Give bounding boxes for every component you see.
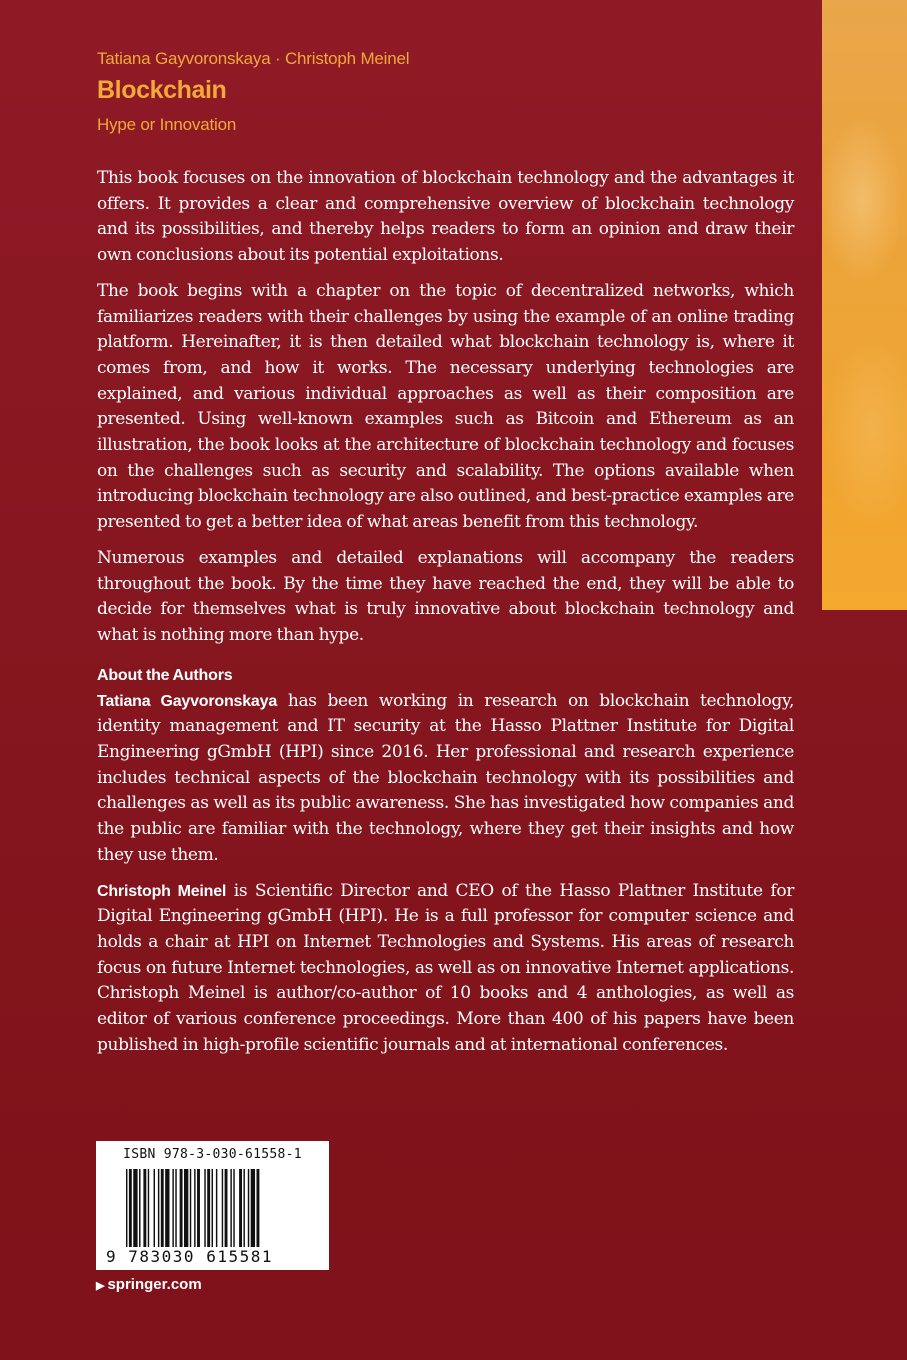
barcode-bar xyxy=(158,1169,159,1247)
barcode-bar xyxy=(143,1169,146,1247)
barcode-bar xyxy=(233,1169,234,1247)
about-authors-heading: About the Authors xyxy=(97,666,233,684)
barcode-bar xyxy=(216,1169,217,1247)
barcode-bar xyxy=(207,1169,210,1247)
barcode-bar xyxy=(133,1169,137,1247)
publisher-website-text: springer.com xyxy=(107,1276,202,1293)
barcode-bar xyxy=(251,1169,255,1247)
barcode-bar xyxy=(175,1169,176,1247)
blurb-paragraph: The book begins with a chapter on the topic of decentralized networks, which familiarizes readers with their challenges by using the example of an online trading platform. Hereinafter, it is then detailed what blockchain technology is, where it comes from, and how it works. The necessary underlying technologies are explained, and various individual approaches as well as their composition are presented. Using well-known examples such as Bitcoin and Ethereum as an illustration, the book looks at the architecture of blockchain technology and focuses on the challenges such as security and scalability. The options available when introducing blockchain technology are also outlined, and best-practice examples are presented to get a better idea of what areas benefit from this technology. xyxy=(97,280,794,533)
barcode-bar xyxy=(204,1169,205,1247)
book-subtitle: Hype or Innovation xyxy=(97,115,237,134)
author-bio-text: is Scientific Director and CEO of the Hasso Plattner Institute for Digital Engineering gGmbH (HPI). He is a full professor for computer science and holds a chair at HPI on Internet Technologies and Systems. His areas of research focus on future Internet technologies, as well as on innovative Internet applications. Christoph Meinel is author/co-author of 10 books and 4 anthologies, as well as editor of various conference proceedings. More than 400 of his papers have been published in high-profile scientific journals and at international conferences. xyxy=(97,880,794,1055)
blurb-text xyxy=(97,166,794,1069)
barcode-bar xyxy=(248,1169,249,1247)
isbn-label: ISBN 978-3-030-61558-1 xyxy=(123,1147,302,1162)
author-name: Christoph Meinel xyxy=(97,882,227,900)
triangle-right-icon: ▶ xyxy=(96,1280,105,1292)
barcode-bar xyxy=(190,1169,191,1247)
barcode-bar xyxy=(222,1169,223,1247)
barcode-bar xyxy=(225,1169,228,1247)
barcode-bar xyxy=(230,1169,231,1247)
barcode-bar xyxy=(126,1169,127,1247)
blurb-paragraph: This book focuses on the innovation of blockchain technology and the advantages it offers. It provides a clear and comprehensive overview of blockchain technology and its possibilities, and thereby helps readers to form an opinion and draw their own conclusions about its potential exploitations. xyxy=(97,168,794,266)
barcode-bar xyxy=(139,1169,140,1247)
barcode-bar xyxy=(194,1169,195,1247)
barcode-bar xyxy=(257,1169,260,1247)
author-bio xyxy=(97,689,794,869)
book-title: Blockchain xyxy=(97,76,227,104)
barcode-bar xyxy=(129,1169,132,1247)
author-bio xyxy=(97,879,794,1059)
barcode-bar xyxy=(165,1169,169,1247)
barcode-bar xyxy=(184,1169,188,1247)
barcode-bar xyxy=(148,1169,149,1247)
decorative-side-strip xyxy=(822,0,907,610)
barcode-bar xyxy=(197,1169,200,1247)
publisher-website[interactable] xyxy=(96,1276,202,1293)
barcode-bar xyxy=(212,1169,213,1247)
barcode-digits: 9 783030 615581 xyxy=(106,1247,273,1266)
author-bio-text: has been working in research on blockchain technology, identity management and IT security at the Hasso Plattner Institute for Digital Engineering gGmbH (HPI) since 2016. Her professional and research experience includes technical aspects of the blockchain technology with its possibilities and challenges as well as its public awareness. She has investigated how companies and the public are familiar with the technology, where they get their insights and how they use them. xyxy=(97,690,794,865)
barcode-bar xyxy=(172,1169,173,1247)
barcode-bar xyxy=(239,1169,242,1247)
author-name: Tatiana Gayvoronskaya xyxy=(97,692,278,710)
barcode-bar xyxy=(180,1169,183,1247)
barcode-bar xyxy=(154,1169,155,1247)
blurb-paragraph: Numerous examples and detailed explanations will accompany the readers throughout the book. By the time they have reached the end, they will be able to decide for themselves what is truly innovative about blockchain technology and what is nothing more than hype. xyxy=(97,547,794,645)
barcode-bar xyxy=(161,1169,164,1247)
barcode-bar xyxy=(243,1169,244,1247)
authors-line: Tatiana Gayvoronskaya · Christoph Meinel xyxy=(97,49,410,68)
isbn-barcode-box xyxy=(96,1141,329,1270)
barcode xyxy=(126,1169,302,1247)
